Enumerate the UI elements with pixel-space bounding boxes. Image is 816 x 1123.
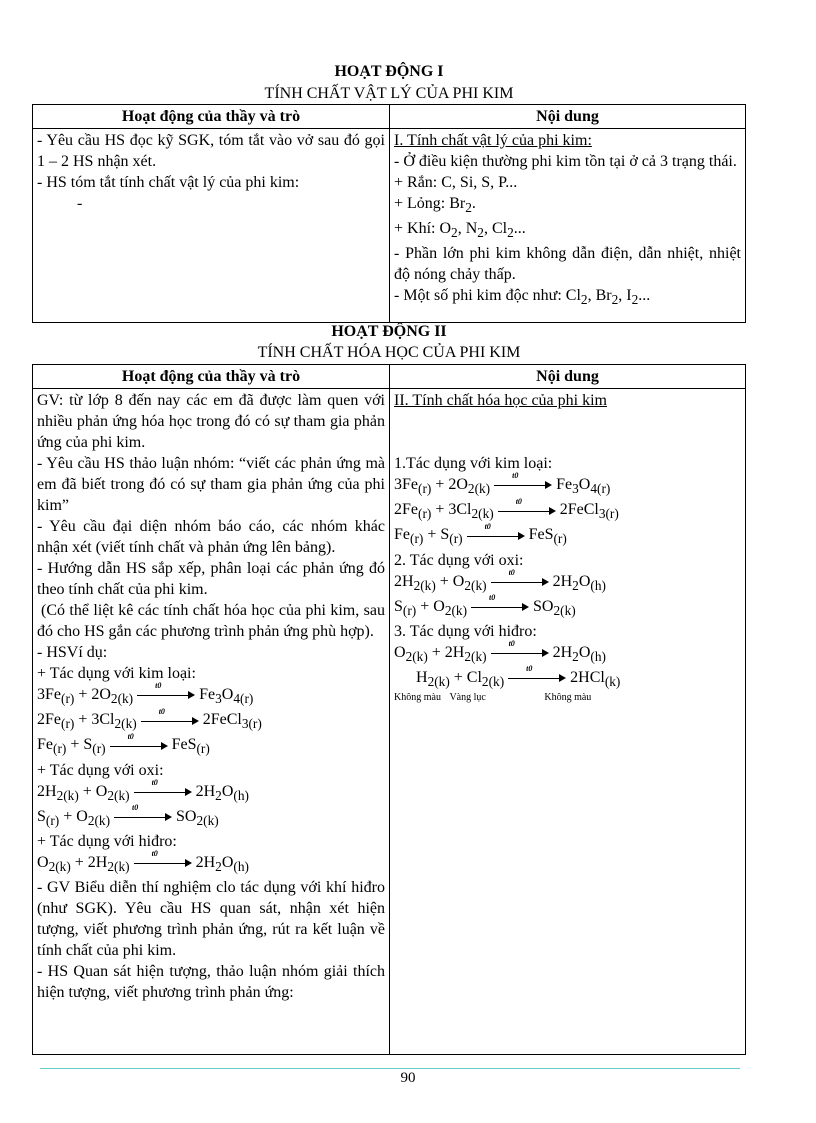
teacher-text: + Tác dụng với oxi: [37,761,164,779]
reaction-arrow-icon: t0 [134,787,192,797]
activity-1-title: HOẠT ĐỘNG I [334,63,444,80]
reaction-arrow-icon: t0 [467,531,525,541]
content-text: + Khí: $O_2$, $N_2$, $Cl_2$... [394,220,526,241]
equation: $S_{(r)} + O_{2(k)}$ t0 $SO_{2(k)}$ [394,593,576,618]
equation: $Fe_{(r)} + S_{(r)}$ t0 FeS$_{(r)}$ [37,731,210,757]
reaction-arrow-icon: t0 [498,506,556,516]
content-text: 3. Tác dụng với hiđro: [394,622,537,640]
instruction-text: - Yêu cầu HS đọc kỹ SGK, tóm tắt vào vở sau đó gọi 1 – 2 HS nhận xét. [37,132,385,170]
content-text: - Một số phi kim độc như: $Cl_2$, $Br_2$, $I_2$... [394,287,651,308]
teacher-text: - Yêu cầu HS thảo luận nhóm: “viết các phản ứng mà em đã biết trong đó có sự tham gia phản ứng của phi kim” [37,455,385,514]
table-1-header-left: Hoạt động của thầy và trò [33,105,390,129]
activity-1-table [32,104,746,323]
equation: $O_{2(k)} + 2H_{2(k)}$ t0 $2H_2O_{(h)}$ [394,639,606,665]
teacher-text: - HSVí dụ: [37,644,108,661]
instruction-text: - HS tóm tắt tính chất vật lý của phi kim: [37,174,300,191]
teacher-text: (Có thể liệt kê các tính chất hóa học của phi kim, sau đó cho HS gắn các phương trình phản ứng phù hợp). [37,602,385,640]
teacher-text: - GV Biểu diễn thí nghiệm clo tác dụng với khí hiđro (như SGK). Yêu cầu HS quan sát, nhận xét hiện tượng, viết phương trình phản ứng, rút ra kết luận về tính chất của phi kim. [37,879,385,960]
content-text: - Phần lớn phi kim không dẫn điện, dẫn nhiệt, nhiệt độ nóng chảy thấp. [394,245,741,284]
content-text: 2. Tác dụng với oxi: [394,551,524,569]
reaction-arrow-icon: t0 [141,716,199,726]
note-colorless: Không màu [544,692,592,704]
reaction-arrow-icon: t0 [491,648,549,658]
reaction-arrow-icon: t0 [491,577,549,587]
teacher-text: - Hướng dẫn HS sắp xếp, phân loại các phản ứng đó theo tính chất của phi kim. [37,560,385,598]
table-2-header-right: Nội dung [390,365,746,389]
content-text: + Rắn: C, Si, S, P... [394,174,518,191]
teacher-text: - HS Quan sát hiện tượng, thảo luận nhóm giải thích hiện tượng, viết phương trình phản ứng: [37,963,385,1002]
equation: $S_{(r)} + O_{2(k)}$ t0 $SO_{2(k)}$ [37,803,219,828]
table-2-header-left: Hoạt động của thầy và trò [33,365,390,389]
table-2-left-cell [33,389,390,1055]
equation: $Fe_{(r)} + S_{(r)}$ t0 FeS$_{(r)}$ [394,521,567,547]
content-text: - Ở điều kiện thường phi kim tồn tại ở cả 3 trạng thái. [394,153,737,170]
equation: $H_{2(k)} + Cl_{2(k)}$ t0 2HCl$_{(k)}$ [416,664,621,690]
table-2-right-cell [390,389,746,1055]
color-notes [394,692,741,704]
note-colorless: Không màu [394,692,441,704]
reaction-arrow-icon: t0 [137,690,195,700]
equation: $3Fe_{(r)} + 2O_{2(k)}$ t0 $Fe_3O_{4(r)}$ [37,681,254,707]
teacher-text: + Tác dụng với kim loại: [37,665,196,682]
bullet-dash: - [77,195,83,212]
note-yellow-green: Vàng lục [449,692,486,704]
equation: $3Fe_{(r)} + 2O_{2(k)}$ t0 $Fe_3O_{4(r)}$ [394,471,611,497]
table-1-right-cell [390,129,746,323]
activity-2-title: HOẠT ĐỘNG II [331,323,447,340]
reaction-arrow-icon: t0 [508,673,566,683]
equation: $2H_{2(k)} + O_{2(k)}$ t0 $2H_2O_{(h)}$ [37,777,249,803]
page-number: 90 [400,1070,416,1086]
equation: $O_{2(k)} + 2H_{2(k)}$ t0 $2H_2O_{(h)}$ [37,849,249,875]
equation: $2H_{2(k)} + O_{2(k)}$ t0 $2H_2O_{(h)}$ [394,567,606,593]
equation: $2Fe_{(r)} + 3Cl_{2(k)}$ t0 2FeCl$_{3(r)}$ [394,496,619,522]
activity-2-subtitle: TÍNH CHẤT HÓA HỌC CỦA PHI KIM [257,344,521,361]
reaction-arrow-icon: t0 [494,480,552,490]
reaction-arrow-icon: t0 [110,741,168,751]
reaction-arrow-icon: t0 [114,812,172,822]
teacher-text: + Tác dụng với hiđro: [37,832,177,850]
section-heading: II. Tính chất hóa học của phi kim [394,392,607,409]
content-text: 1.Tác dụng với kim loại: [394,455,553,472]
content-text: + Lỏng: $Br_2$. [394,195,476,216]
table-1-header-right: Nội dung [390,105,746,129]
teacher-text: GV: từ lớp 8 đến nay các em đã được làm quen với nhiều phản ứng hóa học trong đó có sự tham gia phản ứng của phi kim. [37,392,385,451]
table-1-left-cell [33,129,390,323]
activity-2-table [32,364,746,1055]
reaction-arrow-icon: t0 [471,602,529,612]
equation: $2Fe_{(r)} + 3Cl_{2(k)}$ t0 2FeCl$_{3(r)}$ [37,706,262,732]
activity-1-subtitle: TÍNH CHẤT VẬT LÝ CỦA PHI KIM [264,85,514,102]
reaction-arrow-icon: t0 [134,858,192,868]
teacher-text: - Yêu cầu đại diện nhóm báo cáo, các nhóm khác nhận xét (viết tính chất và phản ứng lên bảng). [37,518,385,556]
section-heading: I. Tính chất vật lý của phi kim: [394,132,592,149]
